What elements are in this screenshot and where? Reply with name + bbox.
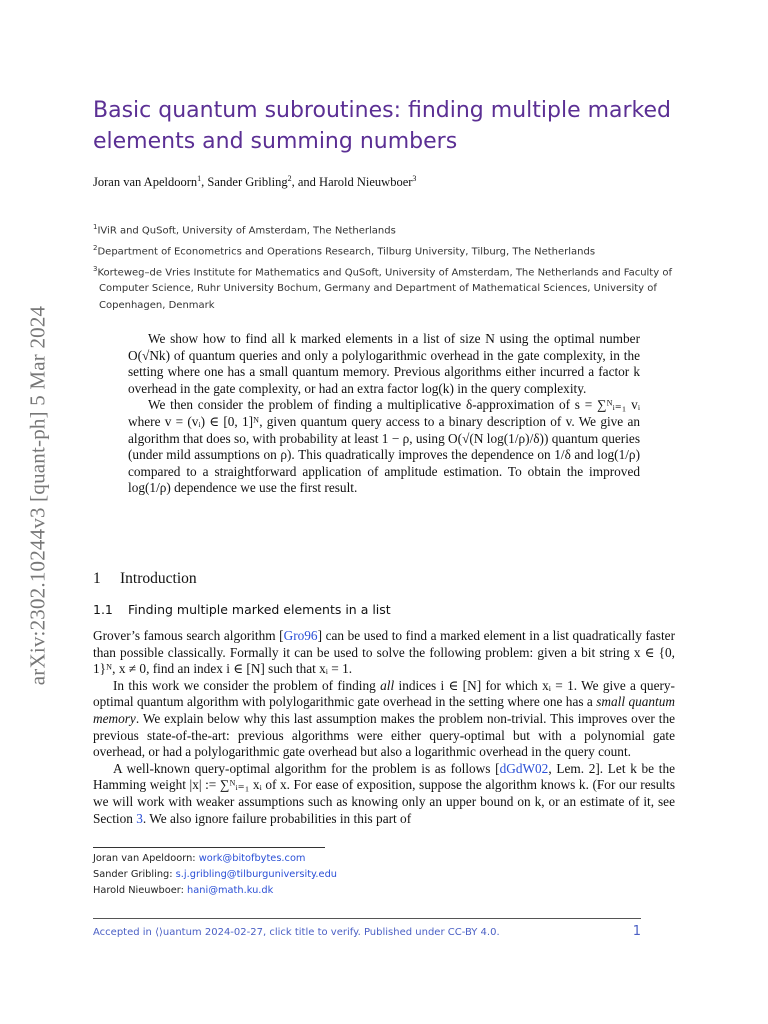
affiliation-mark: 1 — [93, 223, 98, 231]
page-footer — [93, 924, 641, 939]
text-run: Grover’s famous search algorithm [ — [93, 628, 284, 643]
body-text — [93, 628, 675, 827]
affiliation-2 — [93, 240, 678, 261]
text-run: . We explain below why this last assumption makes the problem non-trivial. This improves over the previous state-of-the-art: previous algorithms were either query-optimal but with a polynomial gate overhead, or had a polylogarithmic gate overhead but also a logarithmic overhead in the query count. — [93, 710, 675, 760]
email-link[interactable]: hani@math.ku.dk — [187, 885, 274, 896]
footnote-author: Sander Gribling: — [93, 869, 176, 880]
abstract — [128, 331, 640, 497]
arxiv-stamp — [22, 305, 54, 685]
footnote-line — [93, 883, 337, 899]
affiliation-3 — [93, 261, 678, 315]
body-paragraph-2 — [93, 678, 675, 761]
footnote-rule — [93, 847, 325, 848]
footnote-author: Harold Nieuwboer: — [93, 885, 188, 896]
section-title: Introduction — [120, 570, 197, 587]
author-1: Joran van Apeldoorn — [93, 175, 198, 190]
citation-link[interactable]: dGdW02 — [499, 760, 549, 776]
text-run: 2024-02-27, click title to verify. Published under CC-BY 4.0. — [201, 927, 500, 938]
body-paragraph-3 — [93, 761, 675, 827]
author-3-affil-mark: 3 — [412, 174, 417, 183]
citation-link[interactable]: Gro96 — [283, 628, 318, 643]
abstract-paragraph-2: We then consider the problem of finding a multiplicative δ-approximation of s = ∑ᴺᵢ₌₁ vᵢ where v = (vᵢ) ∈ [0, 1]ᴺ, given quantum query access to a binary description of v. We give an algorithm that does so, with probability at least 1 − ρ, using O(√(N log(1/ρ)/δ)) quantum queries (under mild assumptions on ρ). This quadratically improves the dependence on 1/δ and log(1/ρ) compared to a straightforward application of amplitude estimation. To obtain the improved log(1/ρ) dependence we use the first result. — [128, 397, 640, 496]
author-separator: , and — [291, 175, 320, 190]
quantum-logo: ⟨⟩uantum — [155, 927, 202, 938]
acceptance-note[interactable] — [93, 927, 500, 938]
author-1-affil-mark: 1 — [197, 174, 202, 183]
author-list — [93, 174, 416, 190]
footnote-line — [93, 851, 337, 867]
affiliation-text: IViR and QuSoft, University of Amsterdam, The Netherlands — [97, 225, 396, 237]
emphasis: small quantum memory — [93, 694, 675, 726]
arxiv-stamp-text: arXiv:2302.10244v3 [quant-ph] 5 Mar 2024 — [25, 305, 50, 685]
footnote-line — [93, 867, 337, 883]
affiliation-text: Korteweg–de Vries Institute for Mathematics and QuSoft, University of Amsterdam, The Netherlands and Faculty of Computer Science, Ruhr University Bochum, Germany and Department of Mathematical Sciences, University of Copenhagen, Denmark — [97, 266, 672, 311]
paper-title[interactable]: Basic quantum subroutines: finding multiple marked elements and summing numbers — [93, 98, 672, 154]
text-run: . We also ignore failure probabilities in this part of — [142, 810, 412, 826]
subsection-title: Finding multiple marked elements in a list — [128, 602, 391, 617]
affiliation-1 — [93, 219, 678, 240]
emphasis: all — [380, 677, 395, 693]
section-heading — [93, 570, 197, 588]
email-link[interactable]: work@bitofbytes.com — [198, 853, 306, 864]
text-run: ] can be used to find a marked element in a list quadratically faster than possible classically. Formally it can be used to solve the following problem: given a bit string x ∈ {0, 1}ᴺ, x ≠ 0, find an index i ∈ [N] such that xᵢ = 1. — [93, 628, 676, 677]
footnote-author: Joran van Apeldoorn: — [93, 853, 199, 864]
body-paragraph-1 — [93, 628, 675, 678]
email-link[interactable]: s.j.gribling@tilburguniversity.edu — [175, 869, 337, 880]
affiliation-list — [93, 219, 678, 314]
text-run: Accepted in — [93, 927, 156, 938]
page-number: 1 — [632, 924, 641, 939]
author-footnotes — [93, 847, 337, 899]
footer-rule — [93, 918, 641, 919]
section-number: 1 — [93, 570, 101, 587]
text-run: , Lem. 2]. Let k be the Hamming weight |x| := ∑ᴺᵢ₌₁ xᵢ of x. For ease of exposition, suppose the algorithm knows k. (For our results we will work with weaker assumptions such as knowing only an upper bound on k, or an estimate of it, see Section — [93, 760, 676, 826]
subsection-heading — [93, 602, 391, 617]
affiliation-mark: 2 — [93, 243, 98, 252]
author-2: Sander Gribling — [207, 175, 288, 190]
text-run: In this work we consider the problem of finding — [113, 677, 381, 693]
section-ref-link[interactable]: 3 — [136, 810, 143, 826]
abstract-paragraph-1: We show how to find all k marked elements in a list of size N using the optimal number O(√Nk) of quantum queries and only a polylogarithmic overhead in the gate complexity, in the setting where one has a small quantum memory. Previous algorithms either incurred a factor k overhead in the gate complexity, or had an extra factor log(k) in the query complexity. — [128, 331, 640, 396]
author-separator: , — [201, 175, 208, 190]
subsection-number: 1.1 — [93, 602, 113, 617]
author-3: Harold Nieuwboer — [319, 175, 413, 190]
affiliation-mark: 3 — [93, 264, 98, 273]
text-run: indices i ∈ [N] for which xᵢ = 1. We give a query-optimal quantum algorithm with polylogarithmic gate overhead in the setting where one has a — [93, 677, 675, 710]
author-2-affil-mark: 2 — [287, 174, 292, 183]
affiliation-text: Department of Econometrics and Operations Research, Tilburg University, Tilburg, The Netherlands — [97, 246, 596, 258]
text-run: A well-known query-optimal algorithm for the problem is as follows [ — [113, 760, 500, 776]
